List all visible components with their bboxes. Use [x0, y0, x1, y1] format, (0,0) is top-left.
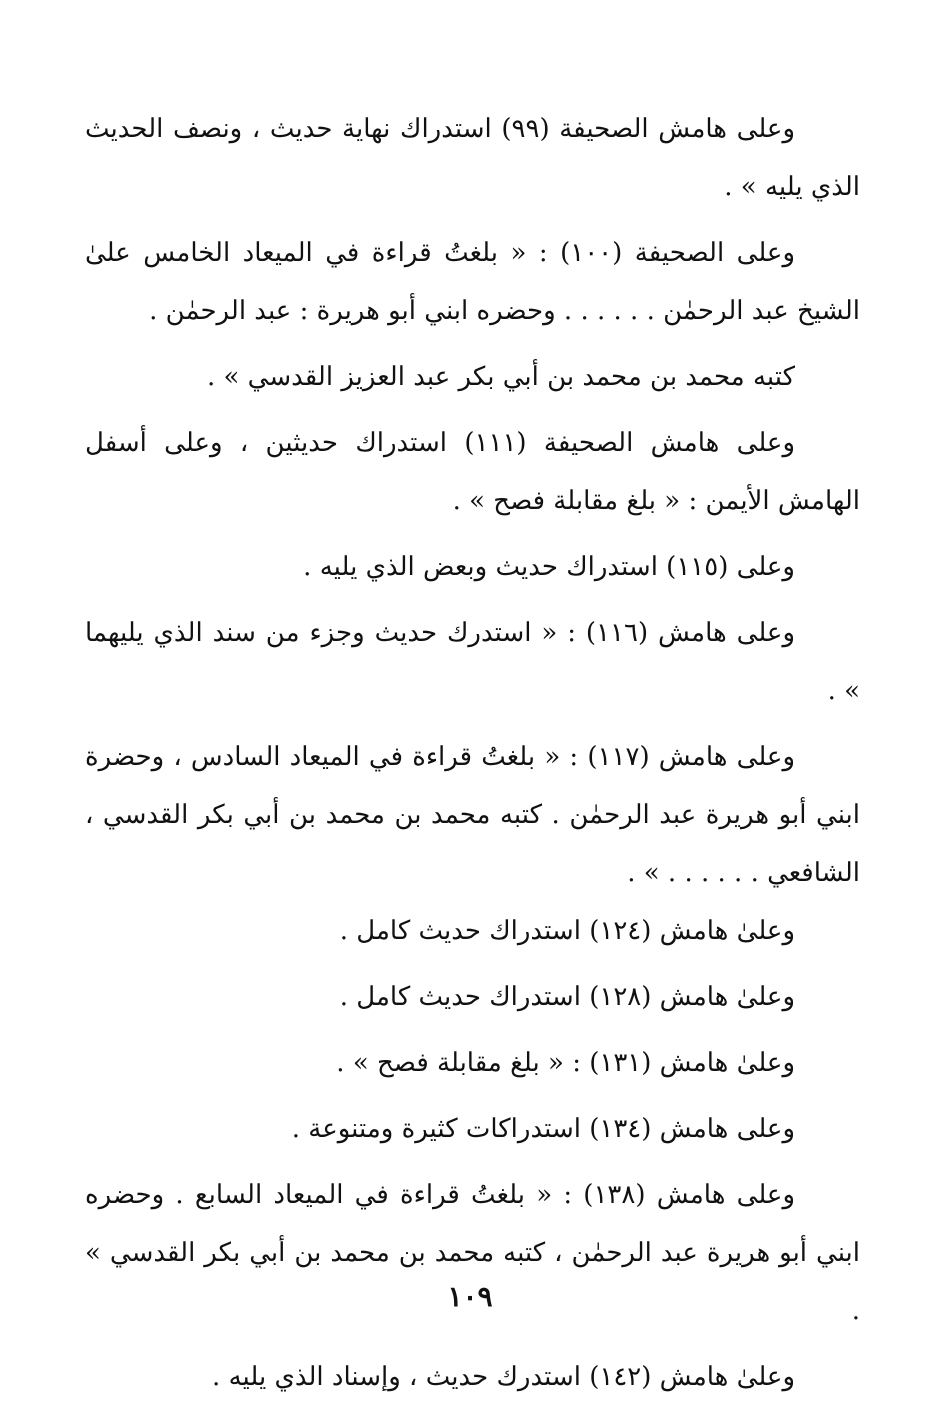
paragraph: وعلى هامش الصحيفة (١١١) استدراك حديثين ، وعلى أسفل الهامش الأيمن : « بلغ مقابلة فصح » . — [85, 428, 860, 516]
paragraph: وعلى هامش (١١٦) : « استدرك حديث وجزء من سند الذي يليهما » . — [85, 618, 860, 706]
paragraph: وعلى هامش (١٣٨) : « بلغتُ قراءة في الميعاد السابع . وحضره ابني أبو هريرة عبد الرحمٰن ، كتبه محمد بن محمد بن أبي بكر القدسي » . — [85, 1180, 860, 1326]
paragraph: وعلى هامش (١١٧) : « بلغتُ قراءة في الميعاد السادس ، وحضرة ابني أبو هريرة عبد الرحمٰن . كتبه محمد بن محمد بن أبي بكر القدسي ، الشافعي . . . . . . » . — [85, 742, 860, 888]
paragraph: وعلىٰ هامش (١٢٤) استدراك حديث كامل . — [339, 916, 795, 946]
page-number: ١٠٩ — [447, 1280, 493, 1313]
paragraph: وعلىٰ هامش (١٤٢) استدرك حديث ، وإسناد الذي يليه . — [212, 1362, 795, 1392]
paragraph: وعلىٰ هامش (١٢٨) استدراك حديث كامل . — [339, 982, 795, 1012]
paragraph: وعلى (١١٥) استدراك حديث وبعض الذي يليه . — [303, 552, 795, 582]
paragraph: كتبه محمد بن محمد بن أبي بكر عبد العزيز القدسي » . — [206, 362, 795, 392]
paragraph: وعلى هامش (١٣٤) استدراكات كثيرة ومتنوعة . — [291, 1114, 795, 1144]
paragraph: وعلى الصحيفة (١٠٠) : « بلغتُ قراءة في الميعاد الخامس علىٰ الشيخ عبد الرحمٰن . . . . . . وحضره ابني أبو هريرة : عبد الرحمٰن . — [85, 238, 860, 326]
page-body — [85, 100, 860, 1406]
paragraph: وعلى هامش الصحيفة (٩٩) استدراك نهاية حديث ، ونصف الحديث الذي يليه » . — [85, 114, 860, 202]
paragraph: وعلىٰ هامش (١٣١) : « بلغ مقابلة فصح » . — [336, 1048, 795, 1078]
